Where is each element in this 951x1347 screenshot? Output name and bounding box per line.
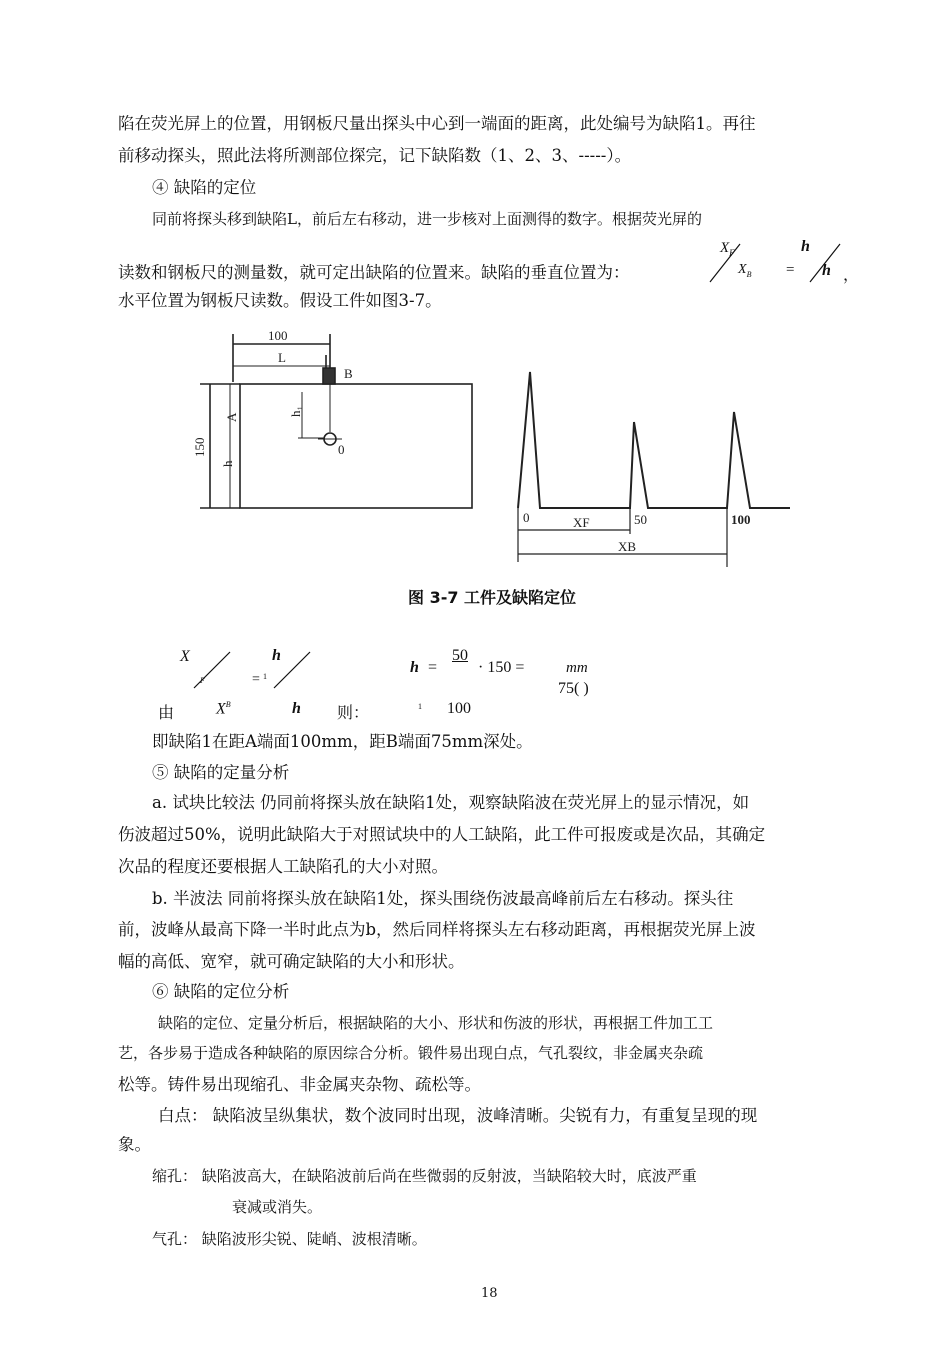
section-heading: ⑥ 缺陷的定位分析: [152, 982, 290, 1001]
workpiece-diagram: [200, 334, 472, 508]
formula-h1: h: [801, 238, 810, 255]
calc-h-bottom: h: [292, 700, 301, 717]
calc-denominator: 100: [447, 700, 471, 717]
section-heading: ⑤ 缺陷的定量分析: [152, 763, 290, 782]
calc-eq2: =: [428, 659, 438, 676]
section-heading: ④ 缺陷的定位: [152, 178, 257, 197]
formula-slashes: [704, 238, 854, 288]
calc-dot150: · 150 =: [478, 659, 525, 676]
text-line: 白点： 缺陷波呈纵集状，数个波同时出现，波峰清晰。尖锐有力，有重复呈现的现: [158, 1106, 758, 1125]
text-line: 读数和钢板尺的测量数，就可定出缺陷的位置来。缺陷的垂直位置为：: [118, 263, 630, 282]
text-line: a. 试块比较法 仍同前将探头放在缺陷1处，观察缺陷波在荧光屏上的显示情况，如: [152, 793, 750, 812]
text-line: 缺陷的定位、定量分析后，根据缺陷的大小、形状和伤波的形状，再根据工件加工工: [158, 1014, 714, 1032]
calc-unit-mm: mm: [566, 660, 588, 676]
text-line: 前移动探头，照此法将所测部位探完，记下缺陷数（1、2、3、-----）。: [118, 146, 632, 165]
text-line: 松等。铸件易出现缩孔、非金属夹杂物、疏松等。: [118, 1075, 481, 1094]
calc-h-lhs: h: [410, 659, 419, 676]
text-line: 次品的程度还要根据人工缺陷孔的大小对照。: [118, 857, 448, 876]
text-line: 同前将探头移到缺陷L，前后左右移动，进一步核对上面测得的数字。根据荧光屏的: [152, 210, 702, 228]
text-line: 艺，各步易于造成各种缺陷的原因综合分析。锻件易出现白点，气孔裂纹，非金属夹杂疏: [118, 1044, 704, 1062]
formula-eq: =: [786, 262, 795, 278]
text-line: 前，波峰从最高下降一半时此点为b，然后同样将探头左右移动距离，再根据荧光屏上波: [118, 920, 756, 939]
page-number: 18: [481, 1286, 498, 1301]
text-line: 陷在荧光屏上的位置，用钢板尺量出探头中心到一端面的距离，此处编号为缺陷1。再往: [118, 114, 756, 133]
calc-sub1: 1: [263, 672, 267, 681]
calc-numerator: 50: [452, 647, 468, 664]
calc-eq1: =: [252, 672, 260, 687]
defect-0-label: 0: [338, 442, 345, 457]
dim-100-label: 100: [268, 328, 288, 343]
dim-150-label: 150: [192, 437, 207, 457]
scale-0-label: 0: [523, 510, 530, 525]
text-line: 即缺陷1在距A端面100mm，距B端面75mm深处。: [152, 732, 533, 751]
figure-3-7: [190, 322, 790, 577]
calc-x: X: [180, 648, 190, 665]
calc-one: 1: [418, 702, 422, 711]
calc-you: 由: [158, 703, 175, 722]
figure-caption: 图 3-7 工件及缺陷定位: [408, 588, 577, 607]
calc-f-sub: F: [200, 676, 205, 685]
text-line: 象。: [118, 1135, 151, 1154]
scale-dimension-lines: [518, 508, 727, 567]
text-line: 气孔： 缺陷波形尖锐、陡峭、波根清晰。: [152, 1230, 427, 1248]
scale-100-label: 100: [731, 512, 751, 527]
formula-h: h: [822, 262, 831, 279]
h1-label: h₁: [288, 405, 303, 417]
text-line: 水平位置为钢板尺读数。假设工件如图3-7。: [118, 291, 442, 310]
text-line: b. 半波法 同前将探头放在缺陷1处，探头围绕伤波最高峰前后左右移动。探头往: [152, 889, 734, 908]
dim-L-label: L: [278, 350, 286, 365]
calc-h-top: h: [272, 647, 281, 664]
formula-comma: ，: [843, 265, 860, 284]
scale-50-label: 50: [634, 512, 647, 527]
formula-xf: $X_F$: [720, 240, 735, 258]
formula-xb: $X_B$: [738, 262, 752, 279]
calc-xb: $X^B$: [216, 700, 231, 718]
text-line: 幅的高低、宽窄，就可确定缺陷的大小和形状。: [118, 952, 465, 971]
xb-label: XB: [618, 539, 637, 554]
oscilloscope-trace: [518, 372, 790, 508]
text-line: 缩孔： 缺陷波高大，在缺陷波前后尚在些微弱的反射波，当缺陷较大时，底波严重: [152, 1167, 697, 1185]
text-line: 衰减或消失。: [232, 1198, 323, 1216]
xf-label: XF: [573, 515, 590, 530]
calc-ze: 则：: [337, 703, 370, 722]
calc-result: 75( ): [558, 680, 589, 697]
h-label: h: [220, 460, 235, 467]
face-A-label: A: [224, 412, 239, 422]
text-line: 伤波超过50%，说明此缺陷大于对照试块中的人工缺陷，此工件可报废或是次品，其确定: [118, 825, 766, 844]
face-B-label: B: [344, 366, 353, 381]
